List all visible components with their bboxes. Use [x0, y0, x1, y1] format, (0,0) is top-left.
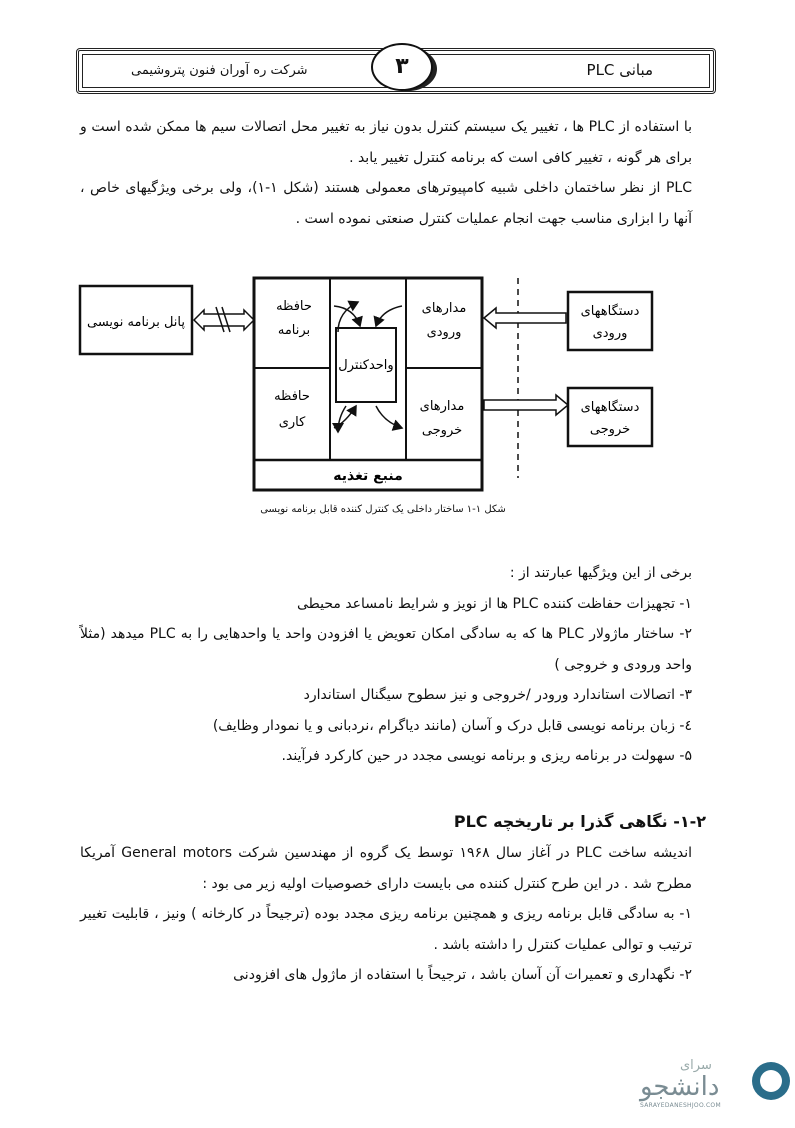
input-devices-label-1: دستگاههای [580, 304, 640, 319]
output-circuits-label-1: مدارهای [419, 399, 465, 414]
input-circuits-label-2: ورودی [426, 325, 462, 340]
feature-item: ۱- تجهیزات حفاظت کننده PLC ها از نویز و شرایط نامساعد محیطی [296, 595, 692, 612]
company-name: شرکت ره آوران فنون پتروشیمی [131, 63, 308, 78]
program-memory-label-2: برنامه [277, 323, 311, 338]
feature-item: ۲- ساختار ماژولار PLC ها که به سادگی امکان تعویض یا افزودن واحد یا واحدهایی را به PLC میدهد (مثلاً واحد ورودی و خروجی ) [80, 626, 692, 673]
watermark-url: SARAYEDANESHJOO.COM [640, 1102, 721, 1109]
watermark-top-text: سرای [680, 1058, 712, 1073]
input-arrow [484, 308, 566, 328]
work-memory-label-1: حافظه [274, 389, 310, 404]
intro-paragraph-1: با استفاده از PLC ها ، تغییر یک سیستم کنترل بدون نیاز به تغییر محل اتصالات سیم ها ممکن شده است و برای هر گونه ، تغییر کافی است که برنامه کنترل تغییر یابد . [80, 119, 692, 166]
site-watermark [640, 1054, 790, 1114]
history-item: ۱- به سادگی قابل برنامه ریزی و همچنین برنامه ریزی مجدد بوده (ترجیحاً در کارخانه ) ونیز ، قابلیت تغییر ترتیب و توالی عملیات کنترل را داشته باشد . [80, 906, 692, 953]
feature-item: ٤- زبان برنامه نویسی قابل درک و آسان (مانند دیاگرام ،نردبانی و یا نمودار وظایف) [212, 717, 692, 734]
section-heading: ۱-۲- نگاهی گذرا بر تاریخچه PLC [453, 812, 706, 831]
input-circuits-label-1: مدارهای [421, 301, 467, 316]
page-number: ۳ [371, 43, 433, 91]
figure-caption: شکل ۱-۱ ساختار داخلی یک کنترل کننده قابل برنامه نویسی [260, 504, 506, 515]
feature-item: ۳- اتصالات استاندارد ورودر /خروجی و نیز سطوح سیگنال استاندارد [303, 687, 692, 703]
intro-text [80, 112, 692, 234]
history-text [80, 838, 692, 991]
program-memory-label-1: حافظه [276, 299, 312, 314]
watermark-main-text: دانشجو [640, 1072, 720, 1102]
feature-item: ۵- سهولت در برنامه ریزی و برنامه نویسی مجدد در حین کارکرد فرآیند. [281, 748, 692, 764]
features-list [80, 558, 692, 772]
history-item: ۲- نگهداری و تعمیرات آن آسان باشد ، ترجیحاً با استفاده از ماژول های افزودنی [233, 967, 692, 983]
output-circuits-label-2: خروجی [421, 423, 463, 438]
output-devices-label-1: دستگاههای [580, 400, 640, 415]
features-intro: برخی از این ویژگیها عبارتند از : [509, 565, 692, 581]
book-title: مبانی PLC [586, 61, 653, 79]
intro-paragraph-2: PLC از نظر ساختمان داخلی شبیه کامپیوترهای معمولی هستند (شکل ۱-۱)، ولی برخی ویژگیهای خاص ، آنها را ابزاری مناسب جهت انجام عملیات کنترل صنعتی نموده است . [80, 180, 693, 227]
output-devices-box [568, 388, 652, 446]
control-unit-label: واحدکنترل [338, 358, 394, 373]
page-header [76, 48, 716, 94]
output-arrow [484, 395, 568, 415]
plc-structure-diagram [76, 272, 666, 497]
work-memory-label-2: کاری [278, 415, 306, 430]
power-supply-label: منبع تغذیه [333, 468, 403, 484]
history-paragraph: اندیشه ساخت PLC در آغاز سال ۱۹۶۸ توسط یک گروه از مهندسین شرکت General motors آمریکا مطرح شد . در این طرح کنترل کننده می بایست دارای خصوصیات اولیه زیر می بود : [80, 845, 693, 892]
input-devices-box [568, 292, 652, 350]
programming-panel-label: پانل برنامه نویسی [87, 315, 185, 330]
watermark-logo-icon [752, 1062, 790, 1100]
input-devices-label-2: ورودی [592, 326, 628, 341]
output-devices-label-2: خروجی [589, 422, 631, 437]
